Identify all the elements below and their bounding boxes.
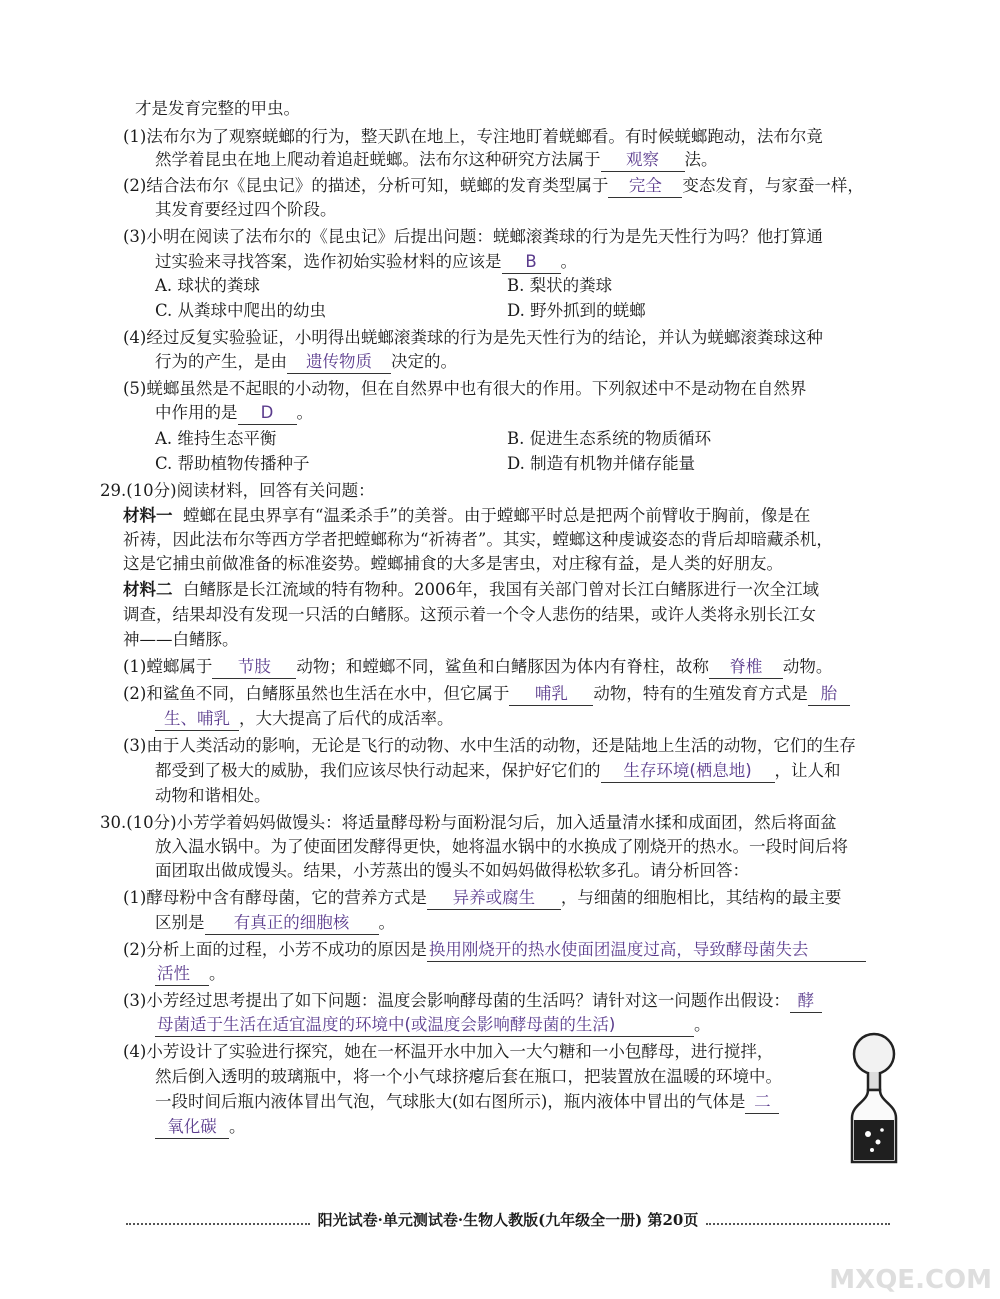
q29-material2-line1 [123,579,819,601]
footer-dots-right [706,1215,890,1225]
material2-label: 材料二 [123,580,173,599]
q30-line3: 面团取出做成馒头。结果，小芳蒸出的馒头不如妈妈做得松软多孔。请分析回答： [155,861,749,880]
footer-text: 阳光试卷·单元测试卷·生物人教版(九年级全一册) 第20页 [317,1211,699,1229]
q29-s3-line1: (3)由于人类活动的影响，无论是飞行的动物、水中生活的动物，还是陆地上生活的动物，它们的生存 [123,736,856,755]
q30-s2-answer-a: 换用刚烧开的热水使面团温度过高，导致酵母菌失去 [427,939,866,962]
q30-s1-text4: 。 [378,913,395,932]
q3-line2 [155,251,577,274]
q30-s4-line2: 然后倒入透明的玻璃瓶中，将一个小气球挤瘪后套在瓶口，把装置放在温暖的环境中。 [155,1067,782,1086]
q29-s1-text: (1)螳螂属于 [123,657,213,676]
q5-line1: (5)蜣螂虽然是不起眼的小动物，但在自然界中也有很大的作用。下列叙述中不是动物在自然界 [123,379,807,398]
q5-text: 中作用的是 [155,403,238,422]
q30-s3-line1 [123,990,822,1013]
q30-s1-line1 [123,887,841,910]
q3-line1: (3)小明在阅读了法布尔的《昆虫记》后提出问题：蜣螂滚粪球的行为是先天性行为吗？他打算通 [123,227,823,246]
q29-s3-text: 都受到了极大的威胁，我们应该尽快行动起来，保护好它们的 [155,761,601,780]
q2-text: (2)结合法布尔《昆虫记》的描述，分析可知，蜣螂的发育类型属于 [123,176,609,195]
q1-line1: (1)法布尔为了观察蜣螂的行为，整天趴在地上，专注地盯着蜣螂看。有时候蜣螂跑动，法布尔竟 [123,127,823,146]
q29-s3-answer: 生存环境(栖息地) [601,760,775,783]
q29-s1-answer1: 节肢 [212,656,296,679]
q30-s4-line4 [155,1116,246,1139]
q3-option-c: C. 从粪球中爬出的幼虫 [155,301,327,320]
q1-answer: 观察 [601,149,685,172]
q29-material1-line2: 祈祷，因此法布尔等西方学者把螳螂称为“祈祷者”。其实，螳螂这种虔诚姿态的背后却暗藏杀机， [123,530,833,549]
q30-s2-line2 [155,963,226,986]
q5-option-c: C. 帮助植物传播种子 [155,454,310,473]
q30-s4-text2: 。 [229,1117,246,1136]
q3-text: 过实验来寻找答案，选作初始实验材料的应该是 [155,252,502,271]
q29-s2-line1 [123,683,850,706]
q30-s1-line2 [155,912,395,935]
q29-material1-line1 [123,505,810,527]
q29-s3-line3: 动物和谐相处。 [155,786,271,805]
q4-text-end: 决定的。 [391,352,457,371]
q29-s1 [123,656,832,679]
q29-header: 29.(10分)阅读材料，回答有关问题： [100,481,375,500]
q30-s2-text: (2)分析上面的过程，小芳不成功的原因是 [123,940,427,959]
q1-line2 [155,149,718,172]
q30-s4-text: 一段时间后瓶内液体冒出气泡，气球胀大(如右图所示)，瓶内液体中冒出的气体是 [155,1092,746,1111]
q29-s2-answer2a: 胎 [808,683,850,706]
q29-s3-text2: ，让人和 [774,761,841,780]
q4-line2 [155,351,457,374]
q2-answer: 完全 [608,175,682,198]
q30-line2: 放入温水锅中。为了使面团发酵得更快，她将温水锅中的水换成了刚烧开的热水。一段时间后将 [155,837,848,856]
q5-line2 [155,402,313,425]
q30-s3-answer-a: 酵 [790,990,822,1013]
q30-line1: 30.(10分)小芳学着妈妈做馒头：将适量酵母粉与面粉混匀后，加入适量清水揉和成面团，然后将面盆 [100,813,837,832]
material1-text: 螳螂在昆虫界享有“温柔杀手”的美誉。由于螳螂平时总是把两个前臂收于胸前，像是在 [183,506,811,525]
q30-s2-text2: 。 [209,964,226,983]
watermark: MXQE.COM [829,1265,992,1295]
q29-s2-line2 [155,708,454,731]
q4-text: 行为的产生，是由 [155,352,287,371]
q5-option-a: A. 维持生态平衡 [155,429,277,448]
q29-s1-answer2: 脊椎 [709,656,783,679]
q3-text-end: 。 [560,252,577,271]
q30-s4-line3 [155,1091,779,1114]
q5-option-d: D. 制造有机物并储存能量 [507,454,696,473]
q29-material1-line3: 这是它捕虫前做准备的标准姿势。螳螂捕食的大多是害虫，对庄稼有益，是人类的好朋友。 [123,554,783,573]
flask-balloon-icon [838,1030,910,1170]
q30-s1-text2: ，与细菌的细胞相比，其结构的最主要 [560,888,842,907]
q29-s2-text2: 动物，特有的生殖发育方式是 [593,684,808,703]
q2-line1 [123,175,864,198]
page-footer [118,1209,898,1230]
q29-s1-text3: 动物。 [782,657,833,676]
material1-label: 材料一 [123,506,173,525]
q29-s1-text2: 动物；和螳螂不同，鲨鱼和白鳍豚因为体内有脊柱，故称 [296,657,709,676]
q29-s2-text3: ，大大提高了后代的成活率。 [239,709,454,728]
q1-text: 然学着昆虫在地上爬动着追赶蜣螂。法布尔这种研究方法属于 [155,150,601,169]
intro-line: 才是发育完整的甲虫。 [135,99,300,118]
q29-material2-line2: 调查，结果却没有发现一只活的白鳍豚。这预示着一个令人悲伤的结果，或许人类将永别长江女 [123,605,816,624]
q30-s3-line2 [155,1014,711,1037]
q30-s4-answer-b: 氧化碳 [155,1116,229,1139]
q3-option-a: A. 球状的粪球 [155,276,260,295]
q30-s1-answer1: 异养或腐生 [427,887,561,910]
q3-answer: B [502,251,561,274]
q30-s1-text3: 区别是 [155,913,205,932]
q29-s2-answer2b: 生、哺乳 [155,708,239,731]
footer-dots-left [126,1215,310,1225]
q30-s1-text: (1)酵母粉中含有酵母菌，它的营养方式是 [123,888,427,907]
q30-s3-text: (3)小芳经过思考提出了如下问题：温度会影响酵母菌的生活吗？请针对这一问题作出假设： [123,991,790,1010]
q30-s2-line1 [123,939,866,962]
q4-line1: (4)经过反复实验验证，小明得出蜣螂滚粪球的行为是先天性行为的结论，并认为蜣螂滚粪球这种 [123,328,823,347]
q3-option-d: D. 野外抓到的蜣螂 [507,301,646,320]
q5-answer: D [238,402,297,425]
q29-s2-text: (2)和鲨鱼不同，白鳍豚虽然也生活在水中，但它属于 [123,684,510,703]
q30-s3-answer-b: 母菌适于生活在适宜温度的环境中(或温度会影响酵母菌的生活) [155,1014,694,1037]
q2-line2: 其发育要经过四个阶段。 [155,200,337,219]
q2-text-end: 变态发育，与家蚕一样， [682,176,864,195]
q29-material2-line3: 神——白鳍豚。 [123,630,239,649]
q5-text-end: 。 [296,403,313,422]
q30-s3-text2: 。 [694,1015,711,1034]
q3-option-b: B. 梨状的粪球 [507,276,613,295]
q29-s2-answer1: 哺乳 [509,683,593,706]
material2-text: 白鳍豚是长江流域的特有物种。2006年，我国有关部门曾对长江白鳍豚进行一次全江域 [183,580,819,599]
q4-answer: 遗传物质 [287,351,391,374]
q30-s4-answer-a: 二 [745,1091,779,1114]
q29-s3-line2 [155,760,841,783]
q1-text-end: 法。 [684,150,718,169]
q5-option-b: B. 促进生态系统的物质循环 [507,429,712,448]
q30-s4-line1: (4)小芳设计了实验进行探究，她在一杯温开水中加入一大勺糖和一小包酵母，进行搅拌， [123,1042,774,1061]
q30-s1-answer2: 有真正的细胞核 [205,912,379,935]
q30-s2-answer-b: 活性 [155,963,209,986]
